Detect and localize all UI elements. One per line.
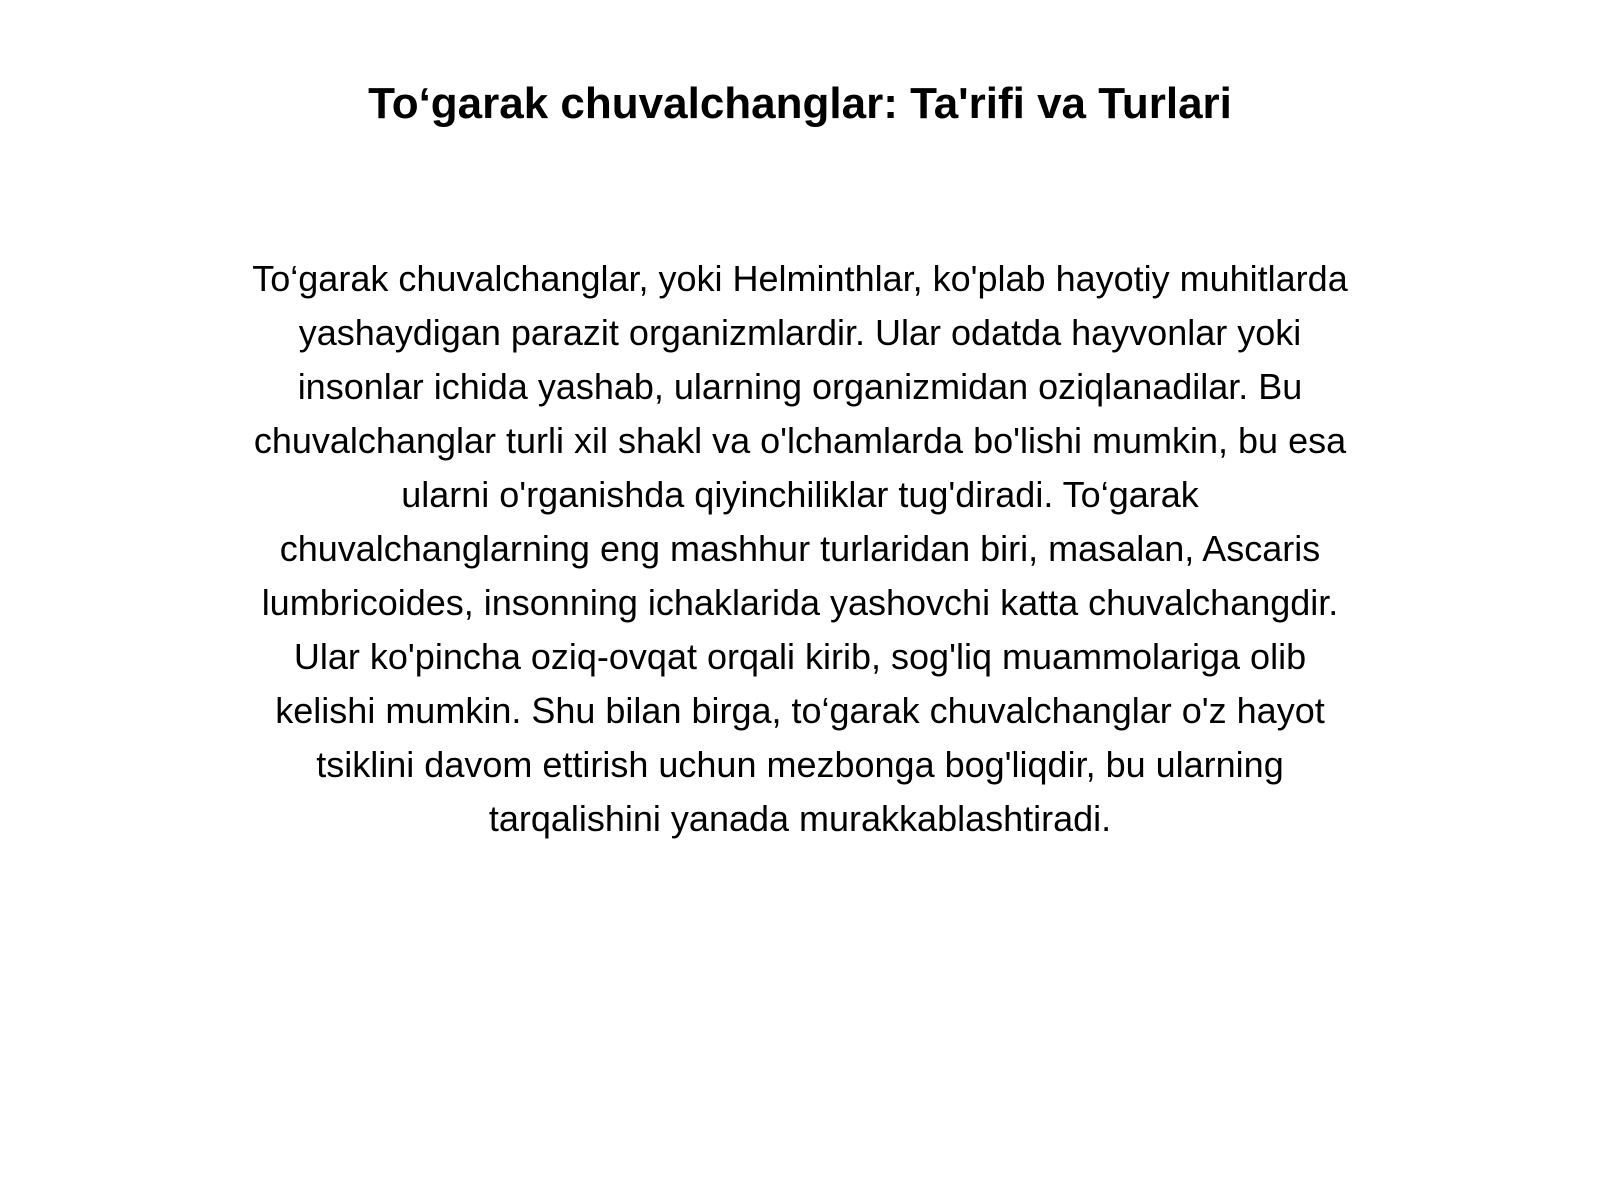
body-text-line: To‘garak chuvalchanglar, yoki Helminthlar, ko'plab hayotiy muhitlarda (252, 258, 1348, 299)
body-text-line: ularni o'rganishda qiyinchiliklar tug'diradi. To‘garak (401, 474, 1199, 515)
body-text-line: tsiklini davom ettirish uchun mezbonga bog'liqdir, bu ularning (316, 744, 1284, 785)
body-text-line: tarqalishini yanada murakkablashtiradi. (488, 798, 1112, 839)
slide-title: To‘garak chuvalchanglar: Ta'rifi va Turlari (368, 79, 1232, 128)
body-text-line: Ular ko'pincha oziq-ovqat orqali kirib, sog'liq muammolariga olib (293, 636, 1307, 677)
body-text-line: lumbricoides, insonning ichaklarida yashovchi katta chuvalchangdir. (261, 582, 1339, 623)
body-text-line: insonlar ichida yashab, ularning organizmidan oziqlanadilar. Bu (297, 366, 1303, 407)
body-text-line: kelishi mumkin. Shu bilan birga, to‘garak chuvalchanglar o'z hayot (275, 690, 1325, 731)
body-text-line: chuvalchanglar turli xil shakl va o'lchamlarda bo'lishi mumkin, bu esa (253, 420, 1347, 461)
body-text-line: yashaydigan parazit organizmlardir. Ular odatda hayvonlar yoki (298, 312, 1302, 353)
slide-body-text (160, 252, 1440, 846)
body-text-line: chuvalchanglarning eng mashhur turlaridan biri, masalan, Ascaris (279, 528, 1321, 569)
